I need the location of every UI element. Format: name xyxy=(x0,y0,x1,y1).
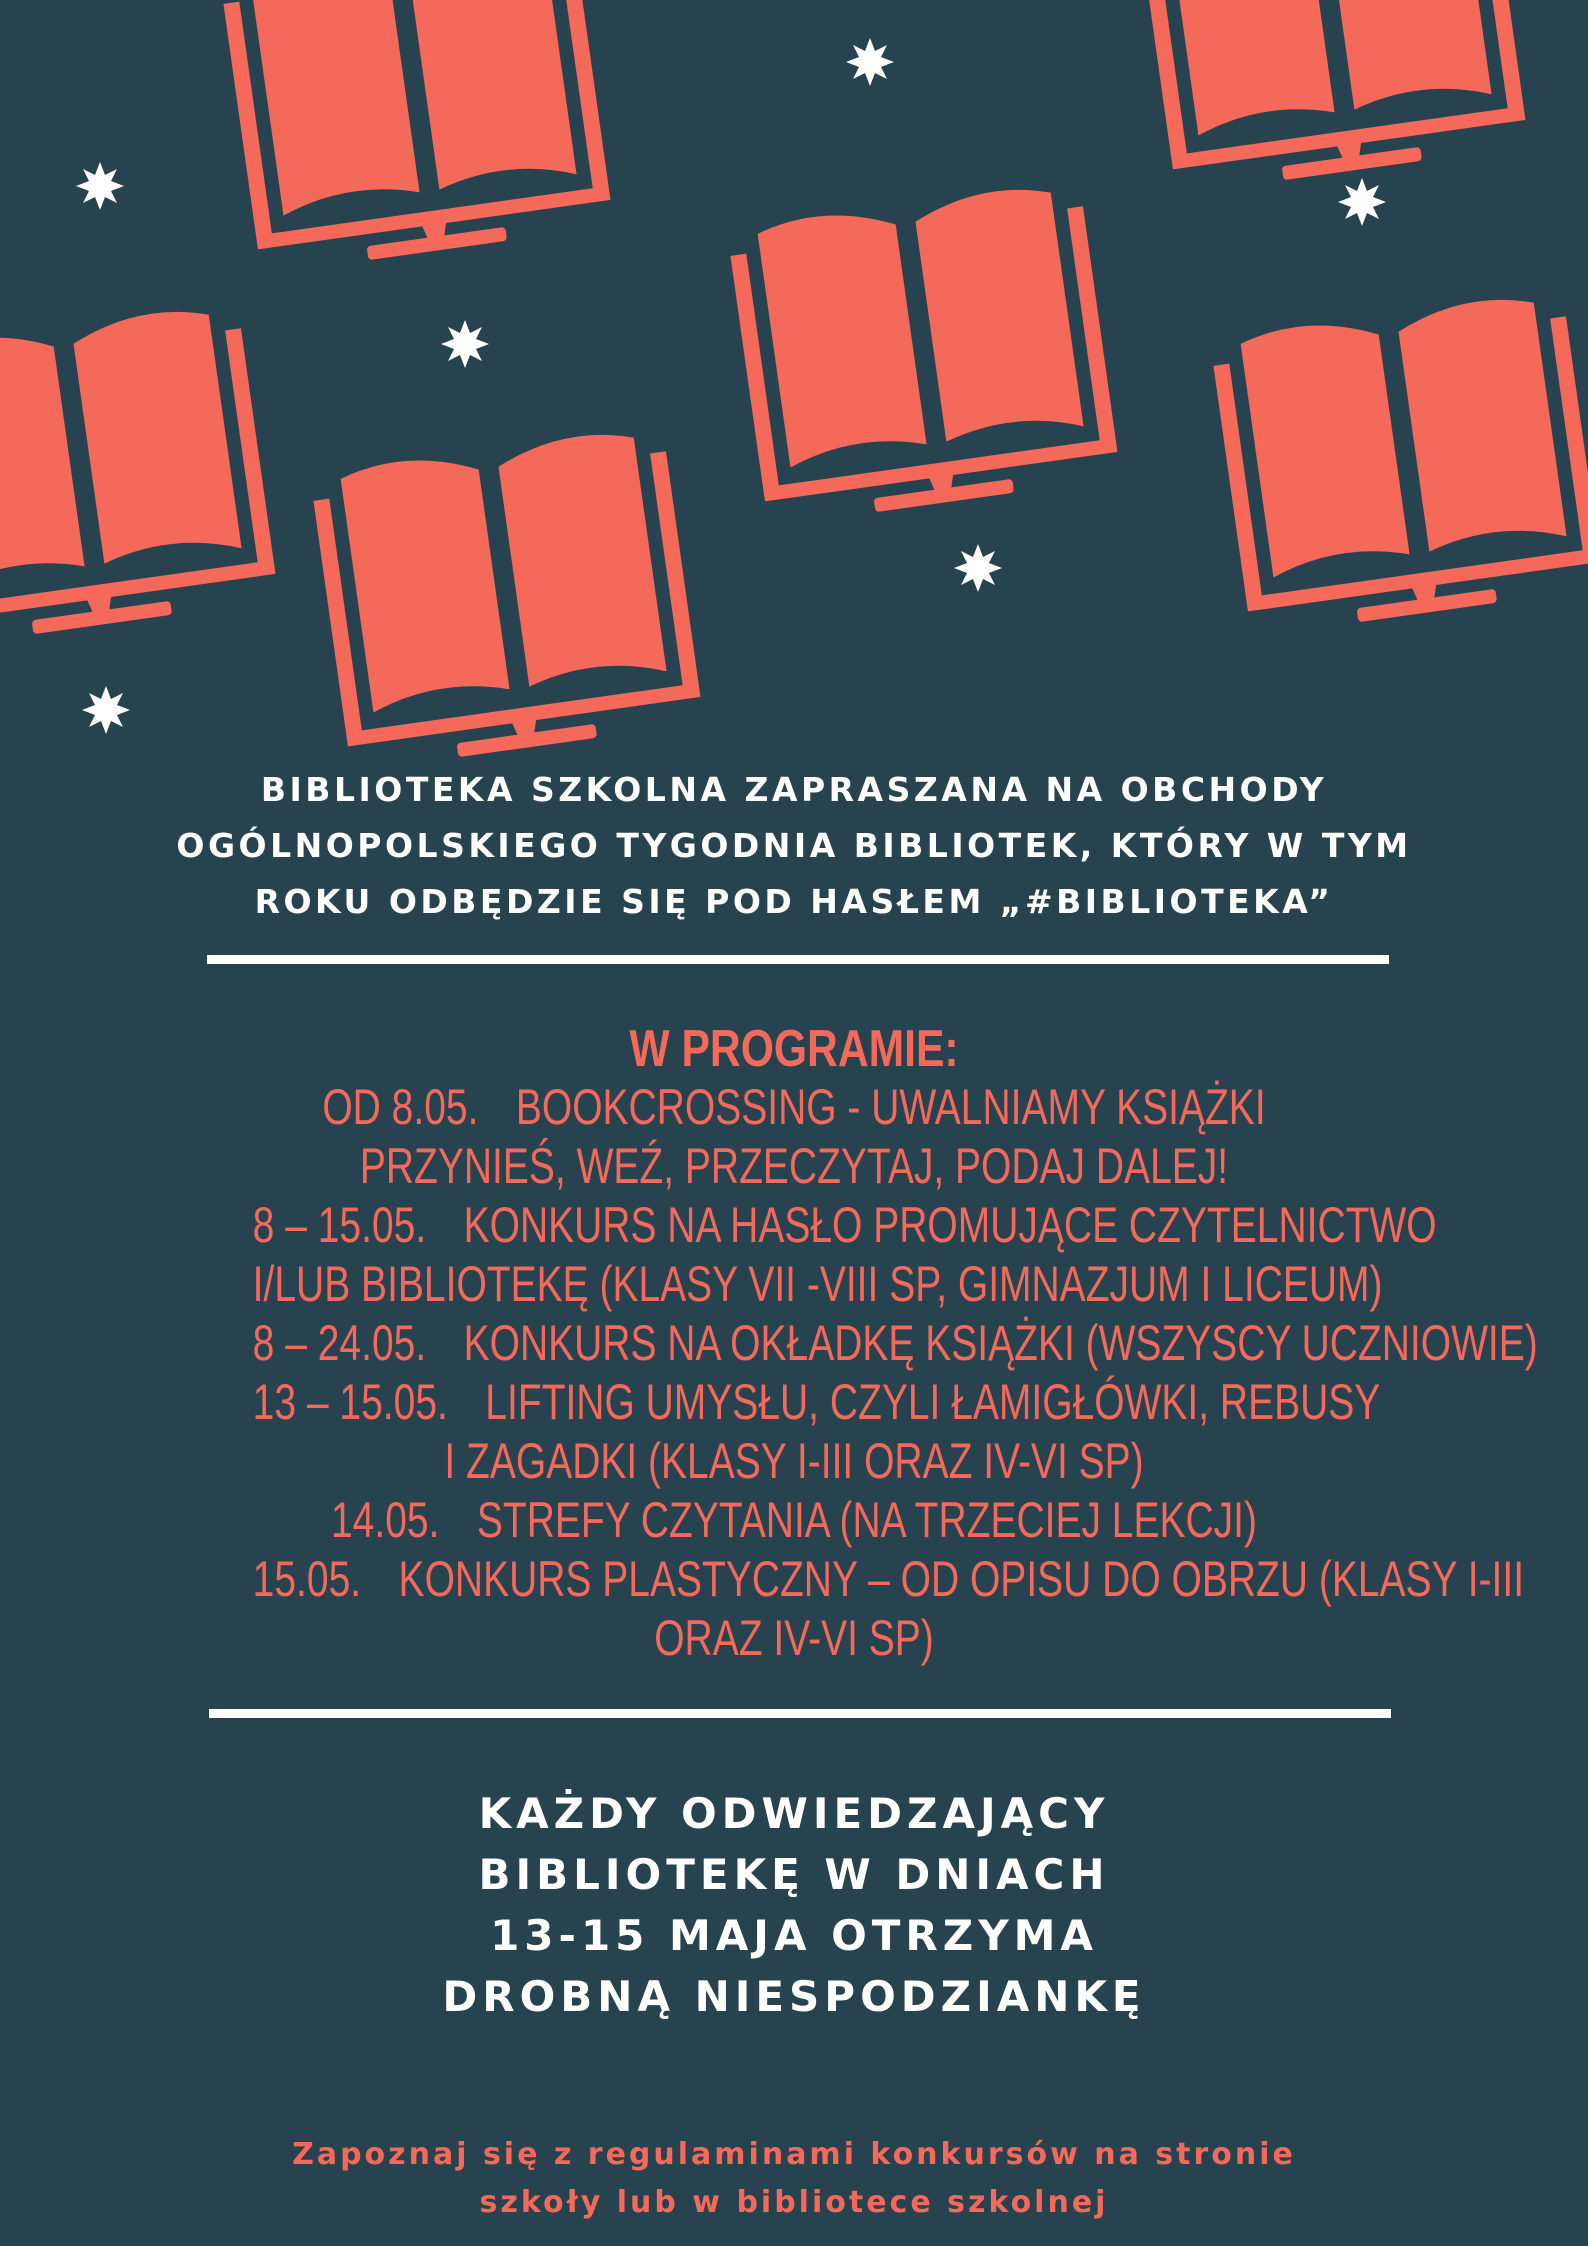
program-entry-text: KONKURS NA OKŁADKĘ KSIĄŻKI (WSZYSCY UCZNIOWIE) xyxy=(463,1315,1538,1371)
program-entry-text: I ZAGADKI (KLASY I-III ORAZ IV-VI SP) xyxy=(444,1433,1144,1489)
program-entry-line xyxy=(252,1314,1538,1373)
program-entry-line xyxy=(252,1373,1381,1432)
visitor-line: KAŻDY ODWIEDZAJĄCY xyxy=(478,1789,1110,1838)
divider-bottom xyxy=(209,1709,1391,1718)
program-entry-date: 13 – 15.05. xyxy=(252,1374,448,1430)
program-entry-line xyxy=(253,1609,1336,1668)
program-entry-text: KONKURS NA HASŁO PROMUJĄCE CZYTELNICTWO xyxy=(463,1197,1437,1253)
program-entry-date: 8 – 24.05. xyxy=(252,1315,427,1371)
intro-line: ROKU ODBĘDZIE SIĘ POD HASŁEM „#BIBLIOTEKA” xyxy=(254,882,1334,921)
intro-line: BIBLIOTEKA SZKOLNA ZAPRASZANA NA OBCHODY xyxy=(260,770,1328,809)
star-icon xyxy=(954,544,1002,592)
program-entry-text: I/LUB BIBLIOTEKĘ (KLASY VII -VIII SP, GIMNAZJUM I LICEUM) xyxy=(252,1256,1383,1312)
program-entry-line xyxy=(252,1196,1437,1255)
visitor-line: BIBLIOTEKĘ W DNIACH xyxy=(478,1850,1110,1899)
program-entry-date: 14.05. xyxy=(330,1492,440,1548)
star-icon xyxy=(441,320,489,368)
star-icon xyxy=(76,162,124,210)
intro-line: OGÓLNOPOLSKIEGO TYGODNIA BIBLIOTEK, KTÓRY W TYM xyxy=(176,826,1412,865)
open-book-icon xyxy=(0,302,279,650)
visitor-surprise-text xyxy=(200,1783,1388,2027)
program-entry-text: BOOKCROSSING - UWALNIAMY KSIĄŻKI xyxy=(515,1079,1266,1135)
program-entry-text: ORAZ IV-VI SP) xyxy=(654,1610,934,1666)
program-entry-date: 8 – 15.05. xyxy=(252,1197,427,1253)
program-entry-text: STREFY CZYTANIA (NA TRZECIEJ LEKCJI) xyxy=(476,1492,1258,1548)
program-entry-line xyxy=(253,1137,1336,1196)
program-entry-line xyxy=(253,1491,1336,1550)
book-decoration xyxy=(0,0,1588,760)
open-book-icon xyxy=(1135,0,1529,195)
program-entry-line xyxy=(252,1255,1383,1314)
program-entry-text: LIFTING UMYSŁU, CZYLI ŁAMIGŁÓWKI, REBUSY xyxy=(485,1374,1381,1430)
visitor-line: 13-15 MAJA OTRZYMA xyxy=(490,1911,1098,1960)
star-icon xyxy=(82,686,130,734)
footer-line: szkoły lub w bibliotece szkolnej xyxy=(479,2185,1109,2220)
open-book-icon xyxy=(1210,290,1588,638)
program-heading: W PROGRAMIE: xyxy=(629,1020,959,1078)
program-entry-date: 15.05. xyxy=(252,1551,362,1607)
program-entry-line xyxy=(252,1550,1525,1609)
program-entry-line xyxy=(253,1432,1336,1491)
program-entry-text: KONKURS PLASTYCZNY – OD OPISU DO OBRZU (KLASY I-III xyxy=(398,1551,1525,1607)
footer-line: Zapoznaj się z regulaminami konkursów na stronie xyxy=(292,2137,1296,2172)
visitor-line: DROBNĄ NIESPODZIANKĘ xyxy=(442,1972,1146,2021)
intro-text xyxy=(120,762,1468,930)
open-book-icon xyxy=(220,0,614,275)
open-book-icon xyxy=(310,425,704,760)
program-entry-date: OD 8.05. xyxy=(322,1079,479,1135)
divider-top xyxy=(207,955,1389,964)
star-icon xyxy=(1338,178,1386,226)
program-section xyxy=(100,1020,1538,1668)
star-icon xyxy=(846,38,894,86)
program-entry-text: PRZYNIEŚ, WEŹ, PRZECZYTAJ, PODAJ DALEJ! xyxy=(359,1138,1229,1194)
footer-note xyxy=(200,2131,1388,2227)
open-book-icon xyxy=(727,180,1121,528)
program-entry-line xyxy=(253,1078,1336,1137)
